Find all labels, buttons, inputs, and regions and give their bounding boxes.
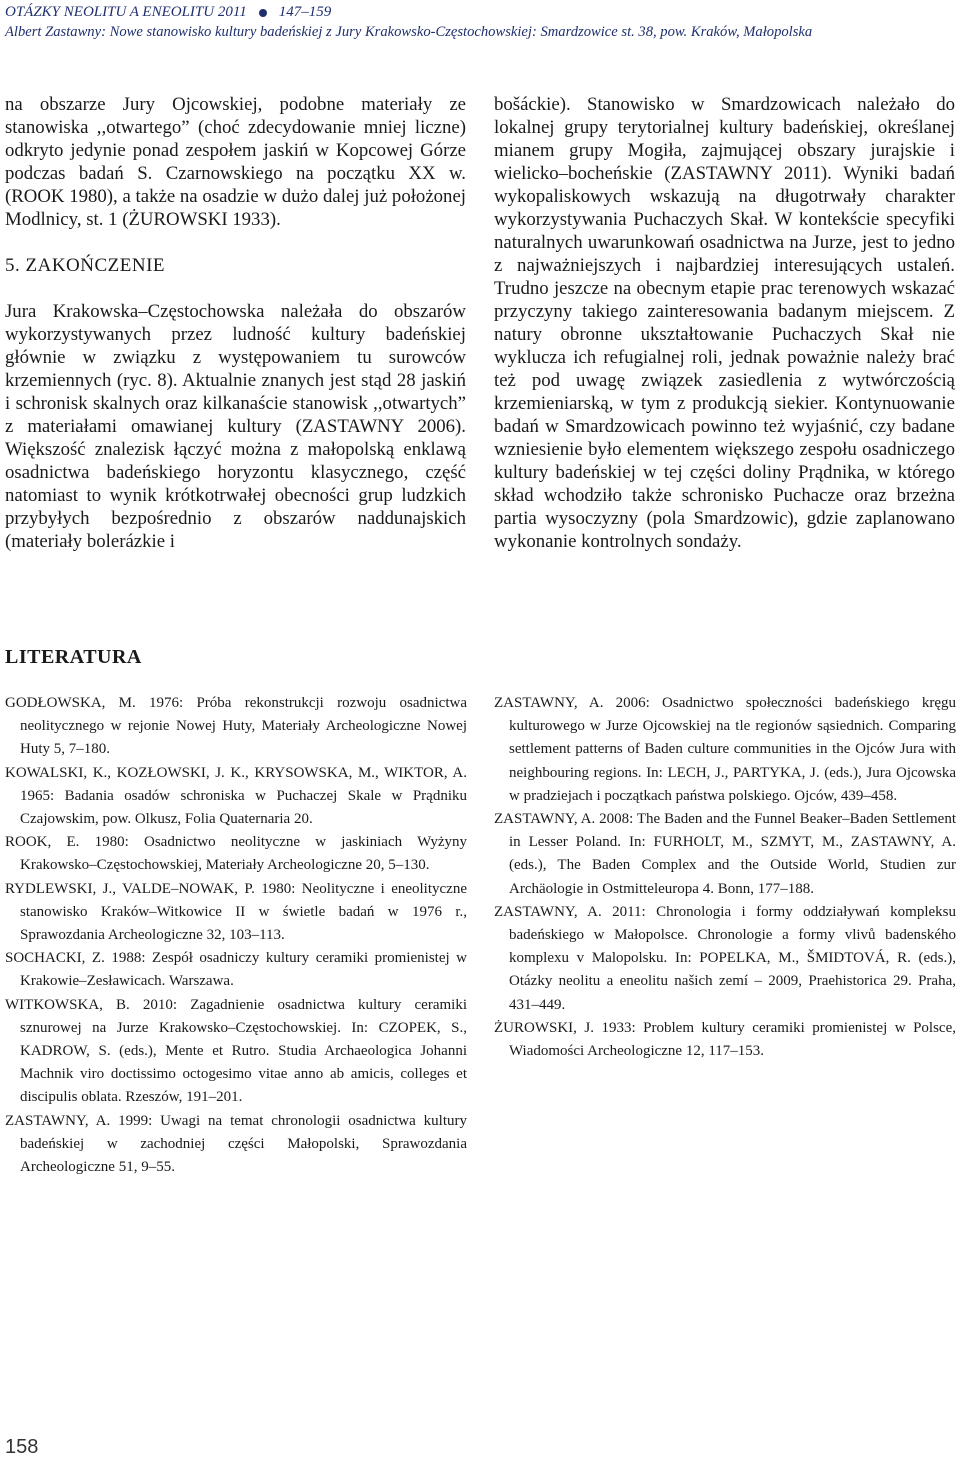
paragraph-conclusion: Jura Krakowska–Częstochowska należała do obszarów wykorzystywanych przez ludność kultury badeńskiej głównie w związku z występowaniem tu surowców krzemiennych (ryc. 8). Aktualnie znanych jest stąd 28 jaskiń i schronisk skalnych oraz kilkanaście stanowisk ,,otwartych” z materiałami omawianej kultury (ZASTAWNY 2006). Większość znalezisk łączyć można z małopolską enklawą osadnictwa badeńskiego horyzontu klasycznego, część natomiast to wynik krótkotrwałej obecności grup ludzkich przybyłych bezpośrednio z obszarów naddunajskich (materiały bolerázkie i (5, 301, 466, 552)
page-number: 158 (5, 1436, 39, 1458)
journal-line (5, 2, 955, 22)
left-text-column (5, 93, 466, 553)
reference-entry: WITKOWSKA, B. 2010: Zagadnienie osadnictwa kultury ceramiki sznurowej na Jurze Krakowsko–Częstochowskiej. In: CZOPEK, S., KADROW, S. (eds.), Mente et Rutro. Studia Archaeologica Johanni Machnik viro doctissimo octogesimo vitae anno ab amicis, colleges et discipulis oblata. Rzeszów, 191–201. (5, 996, 467, 1106)
literature-heading: LITERATURA (5, 646, 142, 668)
reference-entry: SOCHACKI, Z. 1988: Zespół osadniczy kultury ceramiki promienistej w Krakowie–Zesławicach. Warszawa. (5, 950, 467, 990)
section-heading: 5. ZAKOŃCZENIE (5, 255, 166, 276)
reference-entry: GODŁOWSKA, M. 1976: Próba rekonstrukcji rozwoju osadnictwa neolitycznego w rejonie Nowej Huty, Materiały Archeologiczne Nowej Huty 5, 7–180. (5, 695, 467, 758)
right-text-column (494, 93, 955, 553)
reference-entry: KOWALSKI, K., KOZŁOWSKI, J. K., KRYSOWSKA, M., WIKTOR, A. 1965: Badania osadów schroniska w Puchaczej Skale w Prądniku Czajowskim, pow. Olkusz, Folia Quaternaria 20. (5, 764, 467, 828)
journal-title: OTÁZKY NEOLITU A ENEOLITU 2011 (5, 4, 247, 20)
reference-entry: ZASTAWNY, A. 2008: The Baden and the Funnel Beaker–Baden Settlement in Lesser Poland. In: FURHOLT, M., SZMYT, M., ZASTAWNY, A. (eds.), The Baden Complex and the Outside World, Studien zur Archäologie in Ostmitteleuropa 4. Bonn, 177–188. (494, 811, 956, 897)
references-left-column (5, 692, 467, 1179)
reference-entry: ZASTAWNY, A. 2011: Chronologia i formy oddziaływań kompleksu badeńskiego w Małopolsce. Chronologie a formy vlivů badenského komplexu v Malopolsku. In: POPELKA, M., ŠMIDTOVÁ, R. (eds.), Otázky neolitu a eneolitu našich zemí – 2009, Praehistorica 29. Praha, 431–449. (494, 903, 956, 1013)
bullet-dot-icon (259, 9, 267, 17)
paragraph-conclusion-continued: bošáckie). Stanowisko w Smardzowicach należało do lokalnej grupy terytorialnej kultury badeńskiej, określanej mianem grupy Mogiła, zajmującej obszary jurajskie i wielicko–bocheńskie (ZASTAWNY 2011). Wyniki badań wykopaliskowych wskazują na długotrwały charakter wykorzystywania Puchaczych Skał. W kontekście specyfiki naturalnych uwarunkowań osadnictwa na Jurze, jest to jedno z najważniejszych i najbardziej interesujących ustaleń. Trudno jeszcze na obecnym etapie prac terenowych wskazać przyczyny takiego zainteresowania badanym miejscem. Z natury obronne ukształtowanie Puchaczych Skał nie wyklucza ich refugialnej roli, jednak poważnie należy brać też pod uwagę związek zasiedlenia z wytwórczością krzemieniarską, w tym z produkcją siekier. Kontynuowanie badań w Smardzowicach powinno też wyjaśnić, czy badane wzniesienie było elementem większego zespołu osadniczego kultury badeńskiej w tej części doliny Prądnika, w którego skład wchodziło także schronisko Puchacze oraz brzeżna partia wysoczyzny (pola Smardzowic), gdzie zaplanowano wykonanie kontrolnych sondaży. (494, 94, 955, 552)
reference-entry: ZASTAWNY, A. 1999: Uwagi na temat chronologii osadnictwa kultury badeńskiej w zachodniej części Małopolski, Sprawozdania Archeologiczne 51, 9–55. (5, 1112, 467, 1176)
references-right-column (494, 692, 956, 1063)
paragraph-continuation: na obszarze Jury Ojcowskiej, podobne materiały ze stanowiska ,,otwartego” (choć zdecydowanie mniej liczne) odkryto jedynie ponad zespołem jaskiń w Kopcowej Górze podczas badań S. Czarnowskiego na początku XX w. (ROOK 1980), a także na osadzie w dużo dalej już położonej Modlnicy, st. 1 (ŻUROWSKI 1933). (5, 94, 466, 230)
reference-entry: ZASTAWNY, A. 2006: Osadnictwo społeczności badeńskiego kręgu kulturowego w Jurze Ojcowskiej na tle regionów sąsiednich. Comparing settlement patterns of Baden culture communities in the Ojców Jura with neighbouring regions. In: LECH, J., PARTYKA, J. (eds.), Jura Ojcowska w pradziejach i początkach państwa polskiego. Ojców, 439–458. (494, 695, 956, 804)
reference-entry: ŻUROWSKI, J. 1933: Problem kultury ceramiki promienistej w Polsce, Wiadomości Archeologiczne 12, 117–153. (494, 1019, 956, 1060)
article-citation: Albert Zastawny: Nowe stanowisko kultury badeńskiej z Jury Krakowsko-Częstochowskiej: Smardzowice st. 38, pow. Kraków, Małopolska (5, 24, 813, 40)
running-header (5, 2, 955, 42)
reference-entry: RYDLEWSKI, J., VALDE–NOWAK, P. 1980: Neolityczne i eneolityczne stanowisko Kraków–Witkowice II w świetle badań w 1976 r., Sprawozdania Archeologiczne 32, 103–113. (5, 880, 467, 944)
page-range: 147–159 (278, 4, 332, 20)
reference-entry: ROOK, E. 1980: Osadnictwo neolityczne w jaskiniach Wyżyny Krakowsko–Częstochowskiej, Materiały Archeologiczne 20, 5–130. (5, 834, 467, 874)
